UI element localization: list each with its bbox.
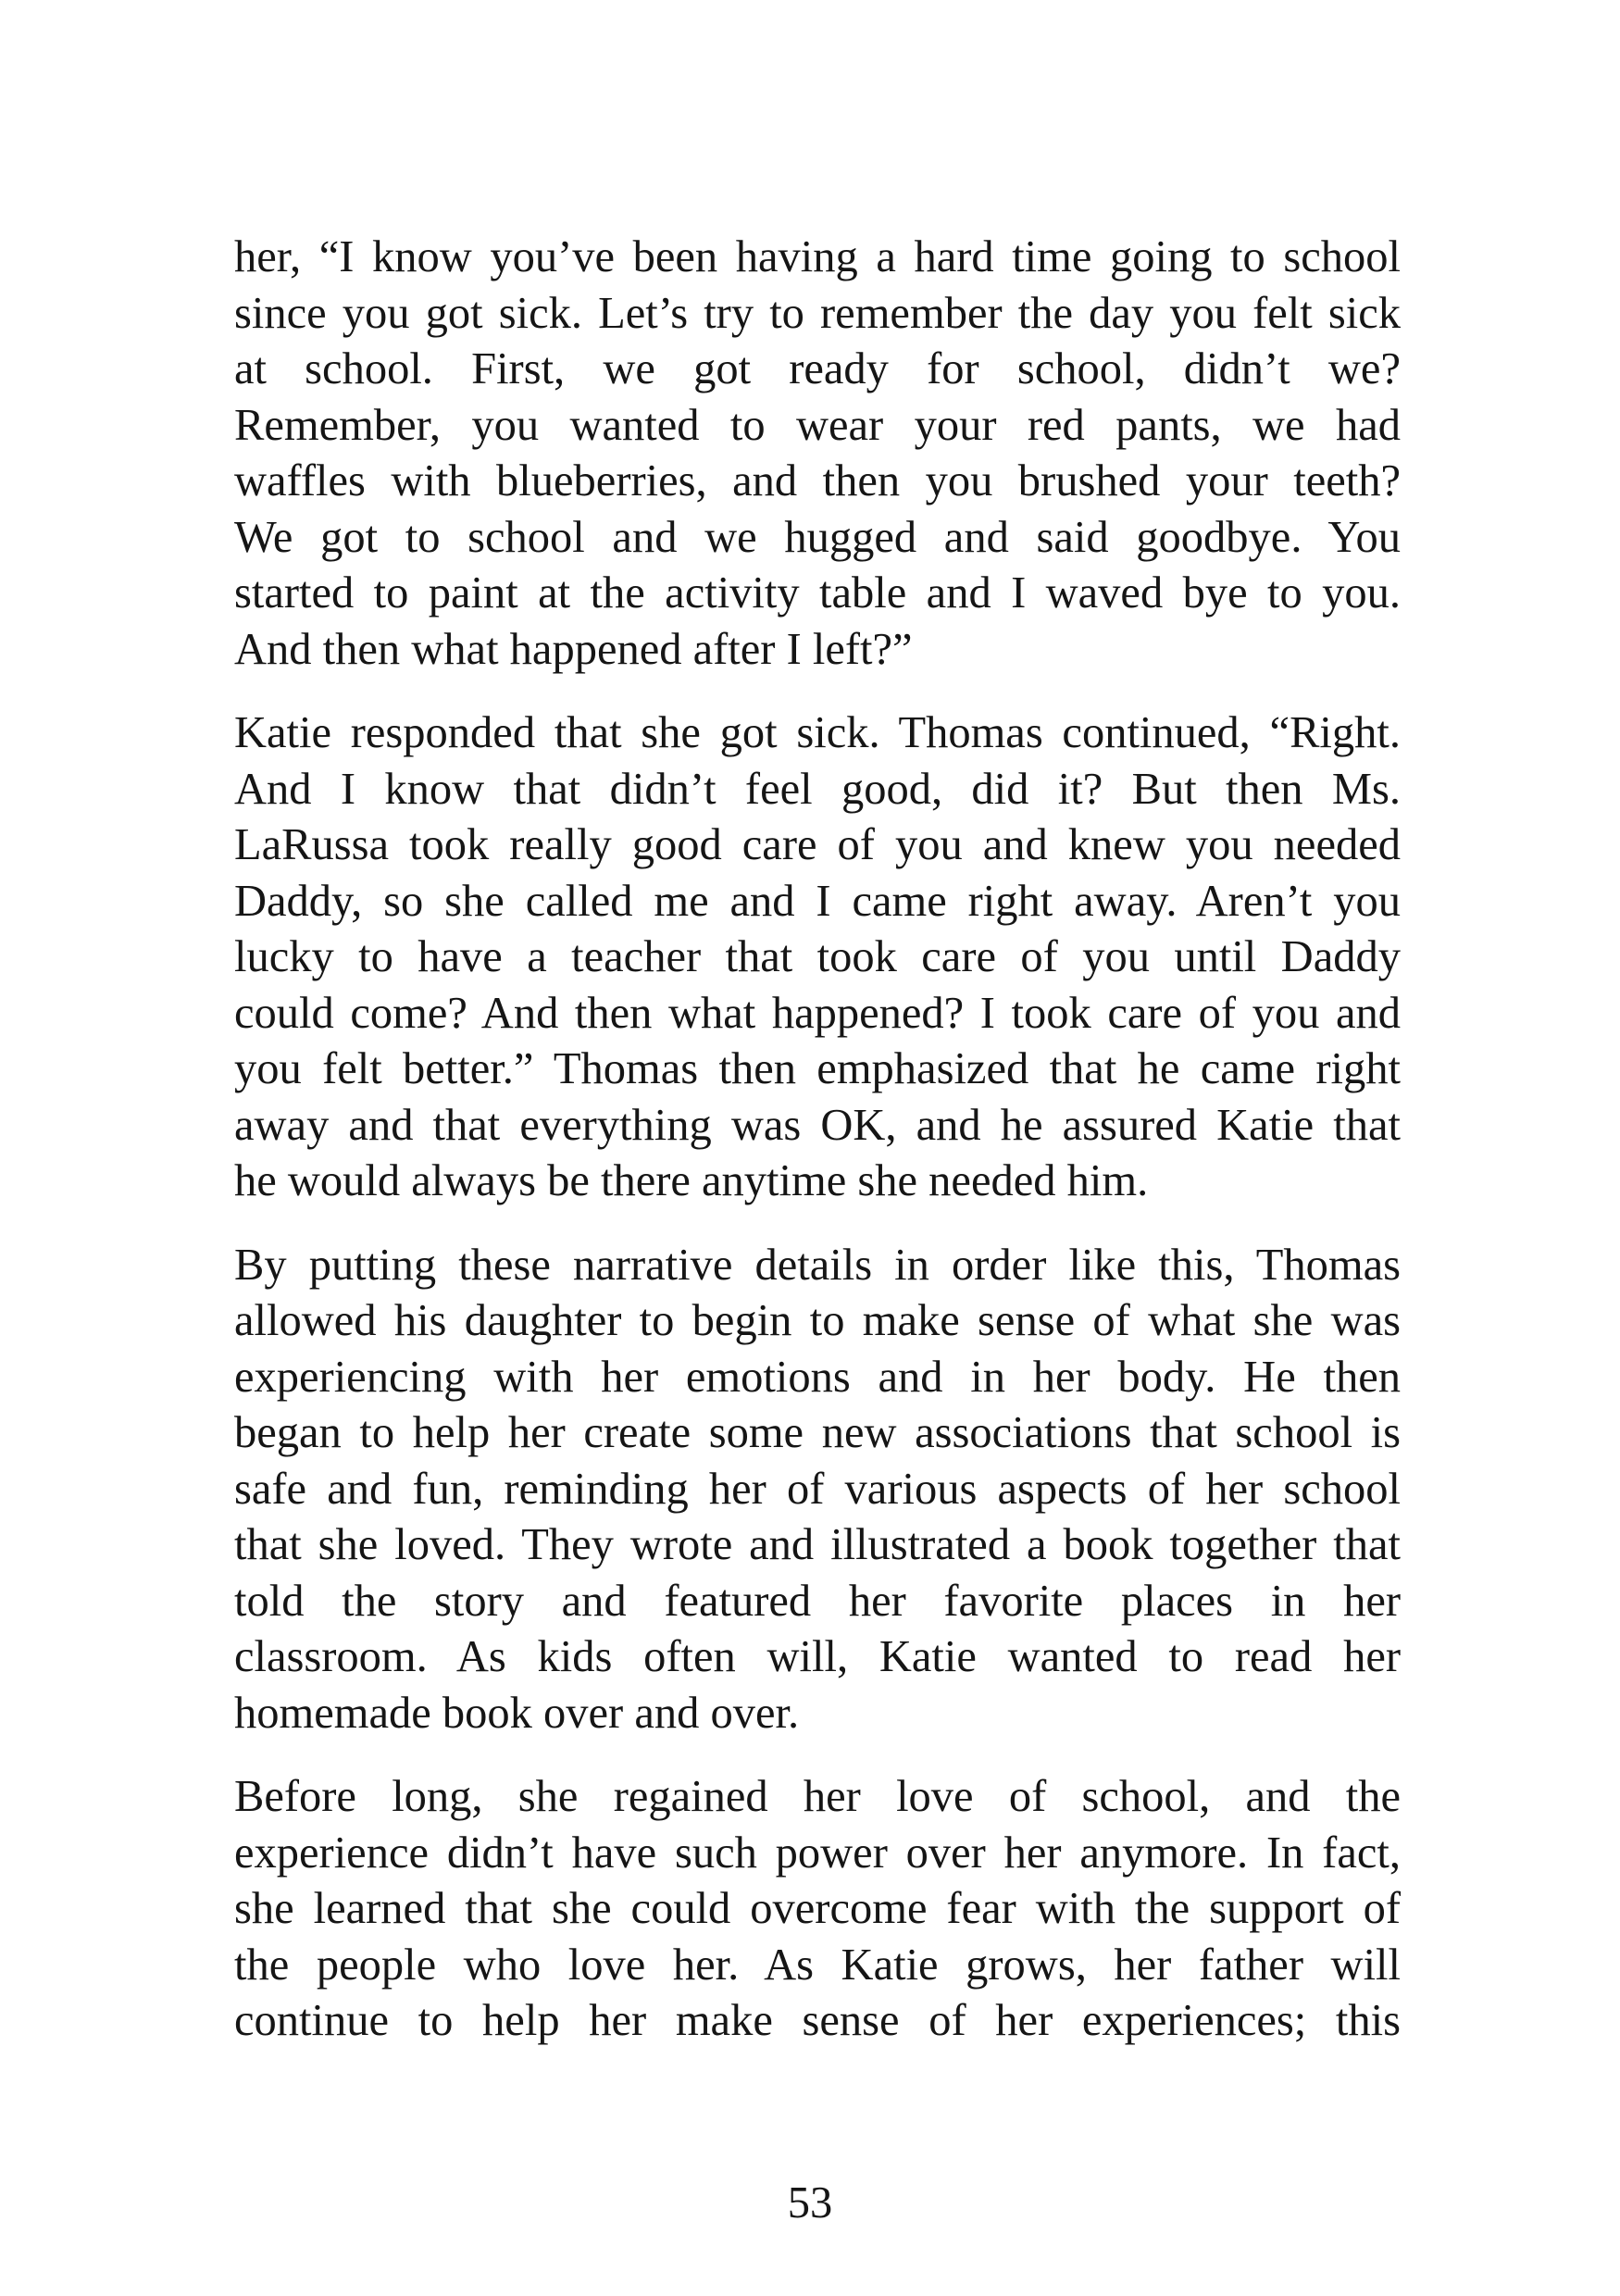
paragraph [234,1769,1401,2050]
text-line: classroom. As kids often will, Katie wanted to read her [234,1632,1401,1681]
text-line: Before long, she regained her love of school, and the [234,1772,1401,1821]
text-line: her, “I know you’ve been having a hard time going to school [234,232,1401,281]
text-line: safe and fun, reminding her of various aspects of her school [234,1464,1401,1514]
text-line: since you got sick. Let’s try to remember the day you felt sick [234,288,1401,338]
text-line: lucky to have a teacher that took care of you until Daddy [234,932,1401,981]
text-line: the people who love her. As Katie grows, her father will [234,1940,1401,1990]
text-line: you felt better.” Thomas then emphasized that he came right [234,1044,1401,1093]
body-text [234,230,1401,2078]
text-line: Katie responded that she got sick. Thomas continued, “Right. [234,708,1401,757]
text-line: experience didn’t have such power over her anymore. In fact, [234,1828,1401,1878]
text-line: experiencing with her emotions and in her body. He then [234,1352,1401,1402]
text-line: LaRussa took really good care of you and knew you needed [234,820,1401,869]
text-line: at school. First, we got ready for school, didn’t we? [234,344,1401,393]
text-line: And I know that didn’t feel good, did it? But then Ms. [234,764,1401,814]
text-line: allowed his daughter to begin to make sense of what she was [234,1296,1401,1345]
page-number: 53 [787,2178,833,2227]
paragraph [234,705,1401,1210]
text-line: could come? And then what happened? I took care of you and [234,988,1401,1038]
text-line: waffles with blueberries, and then you brushed your teeth? [234,456,1401,505]
text-line: told the story and featured her favorite places in her [234,1576,1401,1626]
text-line: that she loved. They wrote and illustrated a book together that [234,1520,1401,1569]
text-line: started to paint at the activity table and I waved bye to you. [234,568,1401,618]
text-line: she learned that she could overcome fear with the support of [234,1884,1401,1933]
text-line: We got to school and we hugged and said goodbye. You [234,512,1401,562]
paragraph [234,1238,1401,1742]
text-line: By putting these narrative details in order like this, Thomas [234,1240,1401,1290]
text-line: And then what happened after I left?” [234,624,913,674]
text-line: continue to help her make sense of her experiences; this [234,1996,1401,2045]
text-line: began to help her create some new associations that school is [234,1408,1401,1457]
text-line: Remember, you wanted to wear your red pants, we had [234,400,1401,450]
text-line: homemade book over and over. [234,1688,800,1738]
text-line: he would always be there anytime she needed him. [234,1156,1149,1205]
text-line: away and that everything was OK, and he assured Katie that [234,1100,1401,1150]
paragraph [234,230,1401,678]
text-line: Daddy, so she called me and I came right away. Aren’t you [234,876,1401,926]
